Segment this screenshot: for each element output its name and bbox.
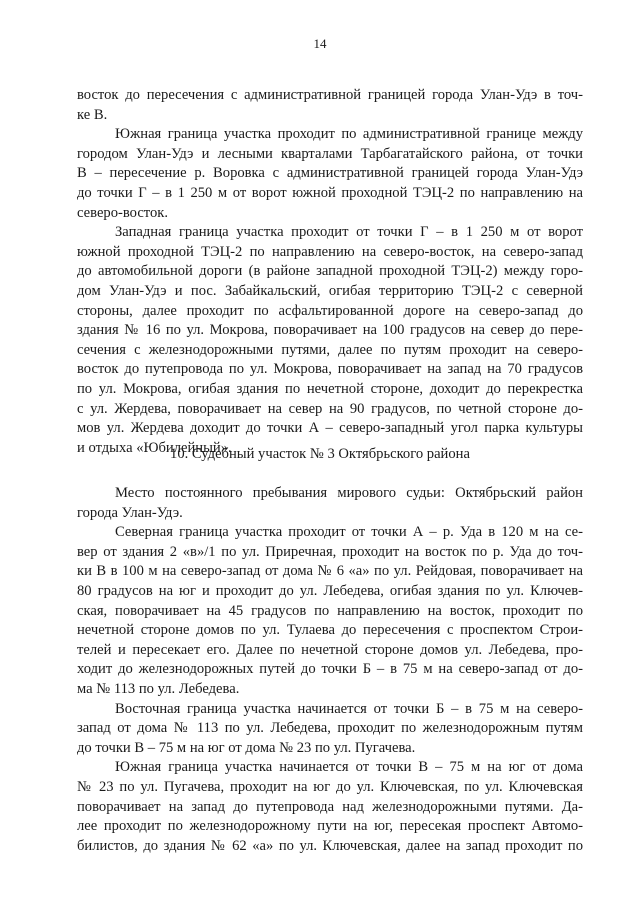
text-line: ская, поворачивает на 45 градусов по направлению на восток, проходит по [77,602,583,619]
text-line: № 23 по ул. Пугачева, проходит на юг до ул. Ключевская, по ул. Ключевская [77,778,583,795]
paragraph-block-1 [77,86,583,458]
text-line: восток до пересечения с административной границей города Улан-Удэ в точ- [77,87,583,103]
text-line: Восточная граница участка начинается от точки Б – в 75 м на северо- [115,700,583,717]
text-line: Место постоянного пребывания мирового судьи: Октябрьский район [115,485,583,501]
text-line: ма № 113 по ул. Лебедева. [77,680,240,697]
text-line: запад от дома № 113 по ул. Лебедева, проходит по железнодорожным путям [77,720,583,737]
text-line: северо-восток. [77,204,169,221]
text-line: ке В. [77,106,108,123]
text-line: Северная граница участка проходит от точки А – р. Уда в 120 м на се- [115,524,583,541]
text-line: ки В в 100 м на северо-запад от дома № 6 «а» по ул. Рейдовая, поворачивает на [77,563,583,580]
text-line: ходит до железнодорожных путей до точки Б – в 75 м на северо-запад от до- [77,661,583,678]
text-line: 80 градусов на юг и проходит до ул. Лебедева, огибая здания по ул. Ключев- [77,582,583,599]
text-line: В – пересечение р. Воровка с административной границей города Улан-Удэ [77,165,583,182]
text-line: южной проходной ТЭЦ-2 по направлению на северо-восток, на северо-запад [77,243,583,260]
text-line: Южная граница участка начинается от точки В – 75 м на юг от дома [115,759,583,776]
text-line: телей и пересекает его. Далее по нечетной стороне домов ул. Лебедева, про- [77,641,583,658]
text-line: здания № 16 по ул. Мокрова, поворачивает на 100 градусов на север до пере- [77,322,583,339]
section-heading: 10. Судебный участок № 3 Октябрьского района [170,446,470,462]
text-line: билистов, до здания № 62 «а» по ул. Ключевская, далее на запад проходит по [77,837,583,854]
text-line: по ул. Мокрова, огибая здания по нечетной стороне, доходит до перекрестка [77,380,583,397]
text-line: поворачивает на запад до путепровода над железнодорожными путями. Да- [77,798,583,815]
text-line: с ул. Жердева, поворачивает на север на 90 градусов, по четной стороне до- [77,400,583,417]
text-line: до точки Г – в 1 250 м от ворот южной проходной ТЭЦ-2 по направлению на [77,184,583,201]
text-line: стороны, далее проходит по асфальтированной дороге на северо-запад до [77,302,583,319]
text-line: Западная граница участка проходит от точки Г – в 1 250 м от ворот [115,224,583,241]
text-line: и отдыха «Юбилейный». [77,439,232,456]
text-line: нечетной стороне домов по ул. Тулаева до пересечения с проспектом Строи- [77,622,583,639]
text-line: городом Улан-Удэ и лесными кварталами Тарбагатайского района, от точки [77,145,583,162]
text-line: вер от здания 2 «в»/1 по ул. Приречная, проходит на восток по р. Уда до точ- [77,543,583,560]
text-line: мов ул. Жердева доходит до точки А – северо-западный угол парка культуры [77,420,583,437]
text-line: восток до путепровода по ул. Мокрова, поворачивает на запад на 70 градусов [77,361,583,378]
text-line: дом Улан-Удэ и пос. Забайкальский, огибая территорию ТЭЦ-2 с северной [77,282,583,299]
page-number: 14 [313,36,327,51]
text-line: лее проходит по железнодорожному пути на юг, пересекая проспект Автомо- [77,818,583,835]
text-line: до автомобильной дороги (в районе западной проходной ТЭЦ-2) между горо- [77,263,583,280]
text-line: сечения с железнодорожными путями, далее по путям проходит на северо- [77,341,583,358]
text-line: города Улан-Удэ. [77,504,183,521]
paragraph-block-2 [77,484,583,856]
text-line: до точки В – 75 м на юг от дома № 23 по ул. Пугачева. [77,739,416,756]
text-line: Южная граница участка проходит по административной границе между [115,126,583,143]
